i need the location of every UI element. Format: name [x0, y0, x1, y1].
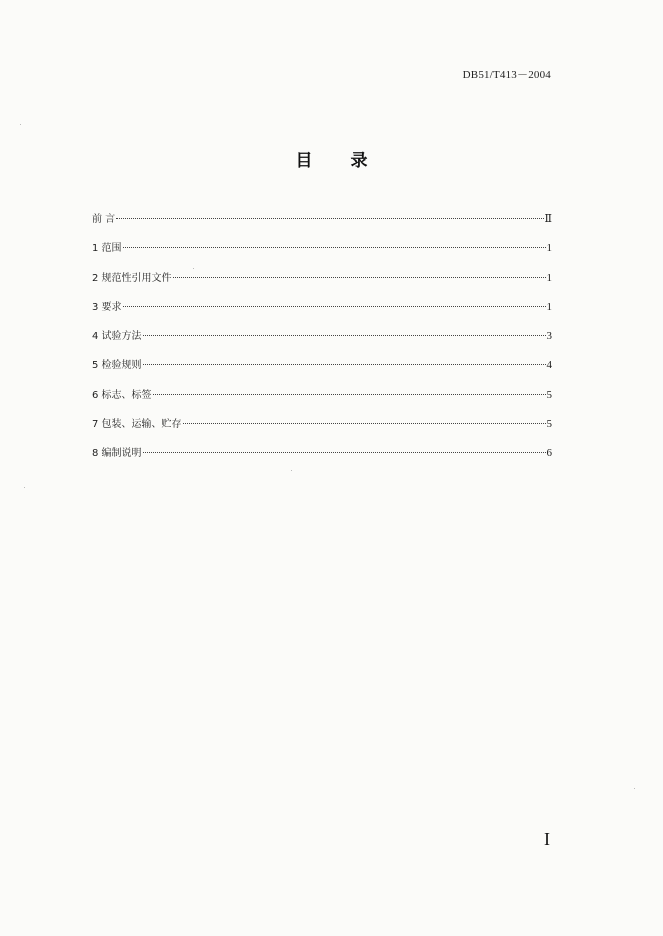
toc-entry-page: 1: [546, 300, 552, 313]
toc-entry-marking-labeling[interactable]: [92, 386, 552, 415]
toc-entry-label: 4 试验方法: [92, 331, 142, 343]
scan-speck: [193, 268, 194, 269]
toc-entry-page: 5: [546, 418, 552, 431]
toc-leader-dots: [123, 306, 546, 307]
toc-entry-scope[interactable]: [92, 239, 552, 268]
scan-speck: [20, 124, 21, 125]
toc-entry-page: 6: [546, 447, 552, 460]
toc-entry-label: 8 编制说明: [92, 448, 142, 460]
toc-leader-dots: [123, 247, 546, 248]
scan-speck: [291, 470, 292, 471]
toc-leader-dots: [173, 277, 546, 278]
title-char-2: 录: [350, 151, 368, 171]
toc-leader-dots: [183, 423, 546, 424]
table-of-contents: [92, 210, 552, 474]
toc-entry-label: 5 检验规则: [92, 360, 142, 372]
toc-entry-foreword[interactable]: [92, 210, 552, 239]
toc-leader-dots: [143, 364, 546, 365]
toc-entry-label: 前 言: [92, 214, 116, 225]
toc-entry-label: 1 范围: [92, 243, 122, 255]
toc-leader-dots: [116, 218, 543, 219]
page-title: [0, 146, 663, 171]
toc-entry-page: Ⅱ: [544, 213, 552, 225]
toc-entry-label: 6 标志、标签: [92, 389, 152, 401]
title-char-1: 目: [295, 151, 313, 171]
toc-entry-inspection-rules[interactable]: [92, 356, 552, 385]
toc-entry-page: 5: [546, 388, 552, 401]
toc-entry-page: 4: [546, 359, 552, 372]
toc-entry-label: 3 要求: [92, 301, 122, 313]
document-code: DB51/T413－2004: [462, 69, 551, 81]
toc-entry-label: 7 包装、运输、贮存: [92, 419, 182, 431]
toc-entry-requirements[interactable]: [92, 298, 552, 327]
page-number: I: [544, 829, 550, 849]
toc-entry-page: 1: [546, 242, 552, 255]
toc-leader-dots: [153, 394, 546, 395]
toc-entry-page: 1: [546, 271, 552, 284]
toc-leader-dots: [143, 452, 546, 453]
scan-speck: [634, 788, 635, 789]
scan-speck: [24, 487, 25, 488]
toc-entry-compilation-notes[interactable]: [92, 444, 552, 473]
toc-entry-test-methods[interactable]: [92, 327, 552, 356]
toc-entry-normative-references[interactable]: [92, 269, 552, 298]
toc-entry-packaging-transport-storage[interactable]: [92, 415, 552, 444]
toc-entry-label: 2 规范性引用文件: [92, 272, 172, 284]
toc-entry-page: 3: [546, 330, 552, 343]
toc-leader-dots: [143, 335, 546, 336]
